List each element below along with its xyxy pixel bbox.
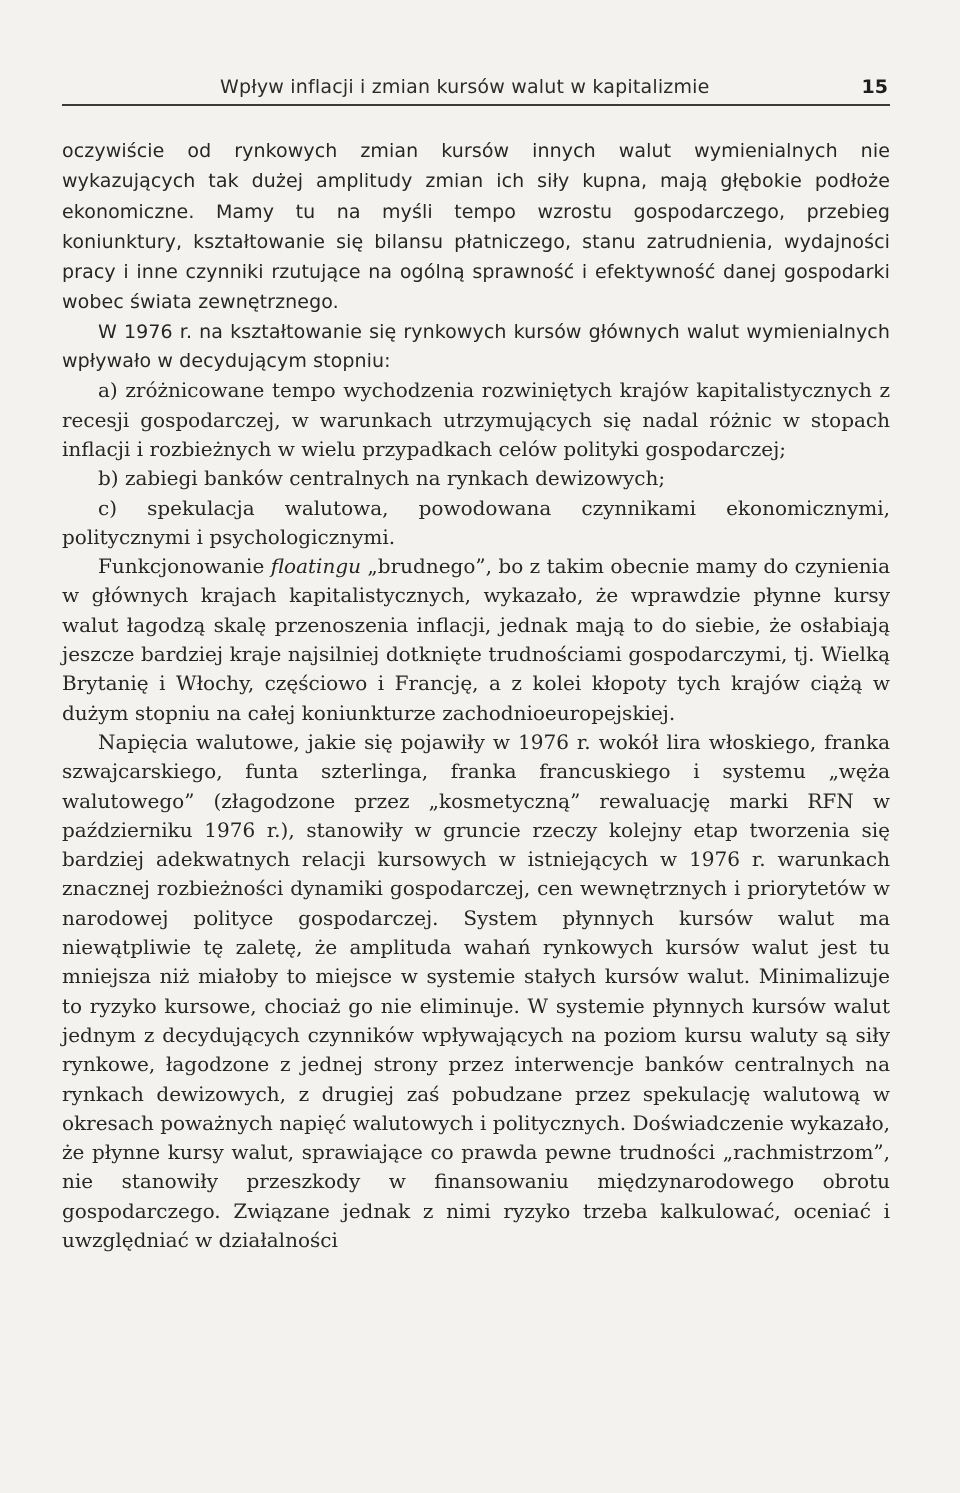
list-item-b: b) zabiegi banków centralnych na rynkach dewizowych; [98, 466, 666, 491]
paragraph-4: Napięcia walutowe, jakie się pojawiły w 1976 r. wokół lira włoskiego, franka szwajcarskiego, funta szterlinga, franka francuskiego i systemu „węża walutowego” (złagodzone przez „kosmetyczną” rewaluację marki RFN w październiku 1976 r.), stanowiły w gruncie rzeczy kolejny etap tworzenia się bardziej adekwatnych relacji kursowych w istniejących w 1976 r. warunkach znacznej rozbieżności dynamiki gospodarczej, cen wewnętrznych i priorytetów w narodowej polityce gospodarczej. System płynnych kursów walut ma niewątpliwie tę zaletę, że amplituda wahań rynkowych kursów walut jest tu mniejsza niż miałoby to miejsce w systemie stałych kursów walut. Minimalizuje to ryzyko kursowe, chociaż go nie eliminuje. W systemie płynnych kursów walut jednym z decydujących czynników wpływających na poziom kursu waluty są siły rynkowe, łagodzone z jednej strony przez interwencje banków centralnych na rynkach dewizowych, z drugiej zaś pobudzane przez spekulację walutową w okresach poważnych napięć walutowych i politycznych. Doświadczenie wykazało, że płynne kursy walut, sprawiające co prawda pewne trudności „rachmistrzom”, nie stanowiły przeszkody w finansowaniu międzynarodowego obrotu gospodarczego. Związane jednak z nimi ryzyko trzeba kalkulować, oceniać i uwzględniać w działalności [62, 729, 890, 1252]
paragraph-2: W 1976 r. na kształtowanie się rynkowych kursów głównych walut wymienialnych wpływało w decydującym stopniu: [62, 320, 890, 373]
paragraph-3-italic-term: floatingu [270, 554, 362, 579]
running-title: Wpływ inflacji i zmian kursów walut w kapitalizmie [220, 76, 710, 98]
body-text [62, 136, 890, 1255]
list-item-c: c) spekulacja walutowa, powodowana czynnikami ekonomicznymi, politycznymi i psychologicznymi. [62, 495, 890, 549]
paragraph-3-rest: „brudnego”, bo z takim obecnie mamy do czynienia w głównych krajach kapitalistycznych, wykazało, że wprawdzie płynne kursy walut łagodzą skalę przenoszenia inflacji, jednak mają to do siebie, że osłabiają jeszcze bardziej kraje najsilniej dotknięte trudnościami gospodarczymi, tj. Wielką Brytanię i Włochy, częściowo i Francję, a z kolei kłopoty tych krajów ciążą w dużym stopniu na całej koniunkturze zachodnioeuropejskiej. [62, 554, 891, 725]
paragraph-1 [62, 136, 890, 318]
list-item-a: a) zróżnicowane tempo wychodzenia rozwiniętych krajów kapitalistycznych z recesji gospodarczej, w warunkach utrzymujących się nadal różnic w stopach inflacji i rozbieżnych w wielu przypadkach celów polityki gospodarczej; [62, 378, 890, 461]
paragraph-3-start: Funkcjonowanie [98, 554, 271, 579]
paragraph-3 [62, 552, 890, 728]
page-number: 15 [861, 76, 888, 98]
running-header [62, 76, 890, 106]
paragraph-1-sans-part: oczywiście od rynkowych zmian kursów innych walut wymienialnych nie wykazujących tak dużej amplitudy zmian ich siły kupna, mają głębokie podłoże ekonomiczne. [62, 140, 890, 223]
paragraph-1-continued: Mamy tu na myśli tempo wzrostu gospodarczego, przebieg koniunktury, kształtowanie się bilansu płatniczego, stanu zatrudnienia, wydajności pracy i inne czynniki rzutujące na ogólną sprawność i efektywność danej gospodarki wobec świata zewnętrznego. [62, 200, 890, 314]
